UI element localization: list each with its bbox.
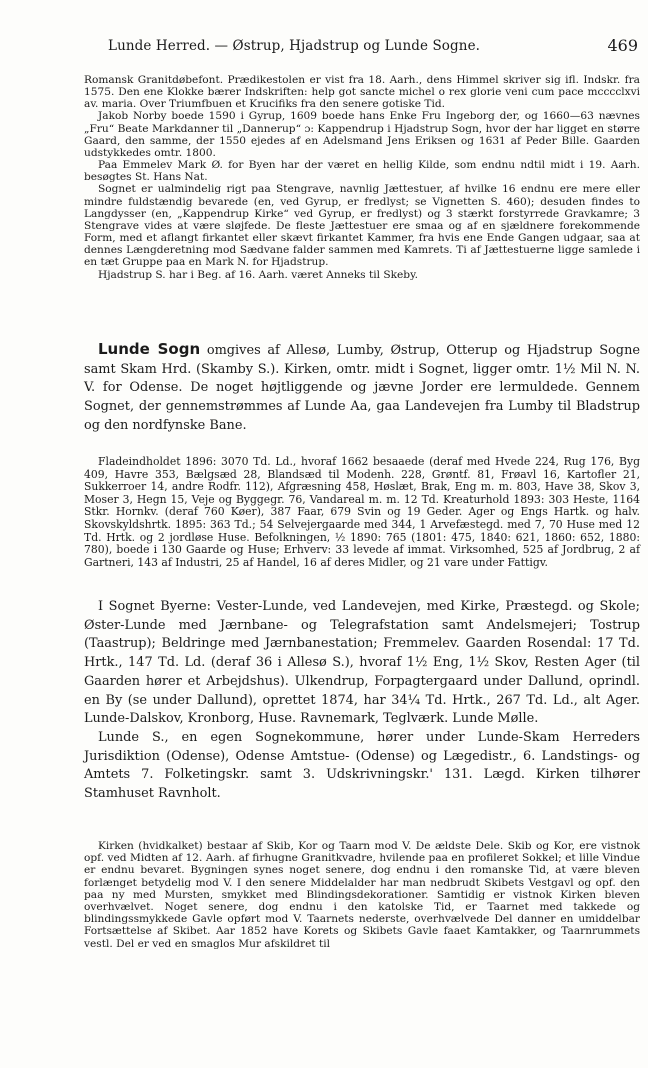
page-header: [84, 38, 644, 58]
fladeindhold-paragraph: Fladeindholdet 1896: 3070 Td. Ld., hvoraf 1662 besaaede (deraf med Hvede 224, Rug 176, Byg 409, Havre 353, Bælgsæd 28, Blandsæd til Modenh. 228, Grøntf. 81, Frøavl 16, Kartofler 21, Sukkerroer 14, andre Rodfr. 112), Afgræsning 458, Høslæt, Brak, Eng m. m. 803, Have 38, Skov 3, Moser 3, Hegn 15, Veje og Byggegr. 76, Vandareal m. m. 12 Td. Kreaturhold 1893: 303 Heste, 1164 Stkr. Hornkv. (deraf 760 Køer), 387 Faar, 679 Svin og 19 Geder. Ager og Engs Hartk. og halv. Skovskyldshrtk. 1895: 363 Td.; 54 Selvejergaarde med 344, 1 Arvefæstegd. med 7, 70 Huse med 12 Td. Hrtk. og 2 jordløse Huse. Befolkningen, ½ 1890: 765 (1801: 475, 1840: 621, 1860: 652, 1880: 780), boede i 130 Gaarde og Huse; Erhverv: 33 levede af immat. Virksomhed, 525 af Jordbrug, 2 af Gartneri, 143 af Industri, 25 af Handel, 16 af deres Midler, og 21 vare under Fattigv.: [84, 455, 640, 569]
annex-paragraph: Hjadstrup S. har i Beg. af 16. Aarh. været Anneks til Skeby.: [98, 268, 419, 281]
holy-spring-paragraph: Paa Emmelev Mark Ø. for Byen har der været en hellig Kilde, som endnu ndtil midt i 19. Aarh. besøgtes St. Hans Nat.: [84, 159, 640, 184]
stone-graves-paragraph: Sognet er ualmindelig rigt paa Stengrave, navnlig Jættestuer, af hvilke 16 endnu ere mere eller mindre fuldstændig bevarede (en, ved Gyrup, er fredlyst; se Vignetten S. 460); desuden findes to Langdysser (en, „Kappendrup Kirke“ ved Gyrup, er fredlyst) og 3 stærkt forstyrrede Gravkamre; 3 Stengrave vides at være sløjfede. De fleste Jættestuer ere smaa og af en sjældnere forekommende Form, med et aflangt firkantet eller skævt firkantet Kammer, fra hvis ene Ende Gangen udgaar, saa at dennes Længderetning mod Sædvane falder sammen med Kamrets. Ti af Jættestuerne ligge samlede i en tæt Gruppe paa en Mark N. for Hjadstrup.: [84, 183, 640, 269]
running-title: Lunde Herred. — Østrup, Hjadstrup og Lunde Sogne.: [108, 38, 481, 54]
hjadstrup-notes: [84, 74, 640, 281]
municipality-paragraph: Lunde S., en egen Sognekommune, hører under Lunde-Skam Herreders Jurisdiktion (Odense), Odense Amtstue- (Odense) og Lægedistr., 6. Landstings- og Amtets 7. Folketingskr. samt 3. Udskrivningskr.' 131. Lægd. Kirken tilhører Stamhuset Ravnholt.: [84, 729, 640, 802]
section-lead-heading: Lunde Sogn: [98, 340, 201, 358]
villages-block: [84, 598, 640, 804]
church-description-paragraph: Kirken (hvidkalket) bestaar af Skib, Kor og Taarn mod V. De ældste Dele. Skib og Kor, ere vistnok opf. ved Midten af 12. Aarh. af firhugne Granitkvadre, hvilende paa en profileret Sokkel; et lille Vindue er endnu bevaret. Bygningen synes noget senere, dog endnu i den romanske Tid, at være bleven forlænget betydelig mod V. I den senere Middelalder har man nedbrudt Skibets Vestgavl og opf. den paa ny med Mursten, smykket med Blindingsdekorationer. Samtidig er vistnok Kirken bleven overhvælvet. Noget senere, dog endnu i den katolske Tid, er Taarnet med takkede og blindingssmykkede Gavle opført mod V. Taarnets nederste, overhvælvede Del danner en umiddelbar Fortsættelse af Skibet. Aar 1852 have Korets og Skibets Gavle faaet Kamtakker, og Taarnrummets vestl. Del er ved en smaglos Mur afskildret til: [84, 840, 640, 950]
page-number: 469: [607, 36, 638, 55]
lunde-intro-text: omgives af Allesø, Lumby, Østrup, Otterup og Hjadstrup Sogne samt Skam Hrd. (Skamby S.). Kirken, omtr. midt i Sognet, ligger omtr. 1½ Mil N. N. V. for Odense. De noget højtliggende og jævne Jorder ere lermuldede. Gennem Sognet, der gennemstrømmes af Lunde Aa, gaa Landevejen fra Lumby til Bladstrup og den nordfynske Bane.: [84, 343, 640, 433]
lunde-sogn-section: [84, 340, 640, 436]
church-interior-paragraph: Romansk Granitdøbefont. Prædikestolen er vist fra 18. Aarh., dens Himmel skriver sig ifl. Indskr. fra 1575. Den ene Klokke bærer Indskriften: help got sancte michel o rex glorie veni cum pace mcccclxvi av. maria. Over Triumfbuen et Krucifiks fra den senere gotiske Tid.: [84, 74, 640, 111]
villages-paragraph: I Sognet Byerne: Vester-Lunde, ved Landevejen, med Kirke, Præstegd. og Skole; Øster-Lunde med Jærnbane- og Telegrafstation samt Andelsmejeri; Tostrup (Taastrup); Beldringe med Jærnbanestation; Fremmelev. Gaarden Rosendal: 17 Td. Hrtk., 147 Td. Ld. (deraf 36 i Allesø S.), hvoraf 1½ Eng, 1½ Skov, Resten Ager (til Gaarden hører et Arbejdshus). Ulkendrup, Forpagtergaard under Dallund, oprindl. en By (se under Dallund), oprettet 1874, har 34¼ Td. Hrtk., 267 Td. Ld., alt Ager. Lunde-Dalskov, Kronborg, Huse. Ravnemark, Teglværk. Lunde Mølle.: [84, 599, 640, 727]
statistics-block: [84, 456, 640, 569]
church-description-block: [84, 840, 640, 950]
norby-paragraph: Jakob Norby boede 1590 i Gyrup, 1609 boede hans Enke Fru Ingeborg der, og 1660—63 nævnes „Fru“ Beate Markdanner til „Dannerup“ ɔ: Kappendrup i Hjadstrup Sogn, hvor der har ligget en større Gaard, den samme, der 1550 ejedes af en Adelsmand Jens Eriksen og 1631 af Peder Bille. Gaarden udstykkedes omtr. 1800.: [84, 110, 640, 159]
lunde-intro-paragraph: [84, 340, 640, 436]
